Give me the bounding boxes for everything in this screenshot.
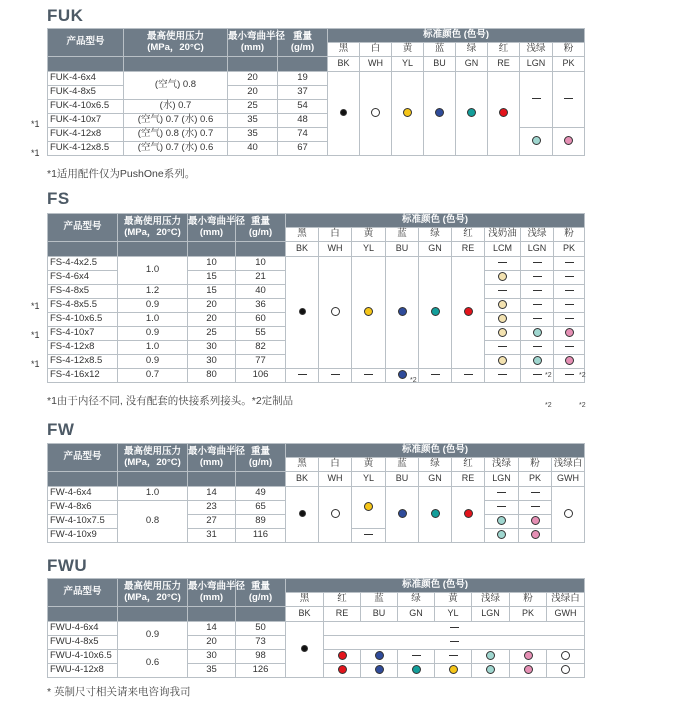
cream-swatch-icon	[498, 314, 507, 323]
fw-ccode: RE	[452, 472, 485, 487]
fs-h-model: 产品型号	[48, 214, 118, 242]
green-swatch-icon	[412, 665, 421, 674]
fuk-cname: 黄	[392, 43, 424, 57]
radius-cell: 20	[188, 313, 236, 327]
model-cell: FW-4-10x7.5	[48, 515, 118, 529]
fuk-table	[47, 28, 585, 156]
weight-cell: 89	[236, 515, 286, 529]
unavailable-dash-icon	[497, 506, 506, 507]
fw-cname: 蓝	[386, 458, 419, 472]
unavailable-dash-icon	[450, 627, 459, 628]
model-cell: FUK-4-10x6.5	[48, 100, 124, 114]
table-row	[48, 72, 585, 86]
fs-ccode: LCM	[485, 242, 521, 257]
radius-cell: 15	[188, 285, 236, 299]
weight-cell: 106	[236, 369, 286, 383]
fw-cname: 浅绿白	[552, 458, 585, 472]
red-swatch-icon	[464, 509, 473, 518]
weight-cell: 40	[236, 285, 286, 299]
fw-ccode: WH	[319, 472, 352, 487]
model-cell: FS-4-10x6.5	[48, 313, 118, 327]
unavailable-dash-icon	[298, 374, 307, 375]
cream-swatch-icon	[498, 272, 507, 281]
yellow-swatch-icon	[403, 108, 412, 117]
blue-swatch-icon	[398, 509, 407, 518]
fuk-cname: 绿	[456, 43, 488, 57]
pressure-cell: 0.8	[118, 501, 188, 543]
unavailable-dash-icon	[498, 346, 507, 347]
fwu-ccode: PK	[510, 607, 547, 622]
pressure-cell: 0.9	[118, 299, 188, 313]
model-cell: FWU-4-12x8	[48, 664, 118, 678]
unavailable-dash-icon	[565, 374, 574, 375]
model-cell: FS-4-6x4	[48, 271, 118, 285]
white-swatch-icon	[331, 307, 340, 316]
blue-swatch-icon	[398, 307, 407, 316]
weight-cell: 37	[278, 86, 328, 100]
light-green-white-swatch-icon	[561, 665, 570, 674]
fwu-cname: 粉	[510, 593, 547, 607]
fuk-ccode: PK	[553, 57, 585, 72]
fw-cname: 黑	[286, 458, 319, 472]
fuk-h-colors: 标准颜色 (色号)	[328, 29, 585, 43]
model-cell: FS-4-8x5	[48, 285, 118, 299]
weight-cell: 74	[278, 128, 328, 142]
model-cell: FS-4-16x12	[48, 369, 118, 383]
weight-cell: 19	[278, 72, 328, 86]
weight-cell: 21	[236, 271, 286, 285]
light-green-swatch-icon	[497, 516, 506, 525]
radius-cell: 20	[228, 86, 278, 100]
fs-ccode: PK	[554, 242, 585, 257]
unavailable-dash-icon	[498, 262, 507, 263]
light-green-swatch-icon	[532, 136, 541, 145]
model-cell: FUK-4-12x8.5	[48, 142, 124, 156]
light-green-swatch-icon	[533, 328, 542, 337]
fuk-h-radius: 最小弯曲半径 (mm)	[228, 29, 278, 57]
unavailable-dash-icon	[498, 290, 507, 291]
fw-h-model: 产品型号	[48, 444, 118, 472]
fs-h-weight: 重量 (g/m)	[236, 214, 286, 242]
radius-cell: 30	[188, 650, 236, 664]
weight-cell: 55	[236, 327, 286, 341]
unavailable-dash-icon	[531, 492, 540, 493]
fw-cname: 红	[452, 458, 485, 472]
pink-swatch-icon	[524, 651, 533, 660]
fwu-cname: 浅绿白	[547, 593, 585, 607]
black-swatch-icon	[301, 645, 308, 652]
pressure-cell: 1.0	[118, 341, 188, 355]
model-cell: FS-4-10x7	[48, 327, 118, 341]
fw-h-colors: 标准颜色 (色号)	[286, 444, 585, 458]
red-swatch-icon	[338, 651, 347, 660]
light-green-swatch-icon	[486, 651, 495, 660]
model-cell: FUK-4-6x4	[48, 72, 124, 86]
pink-swatch-icon	[564, 136, 573, 145]
white-swatch-icon	[331, 509, 340, 518]
green-swatch-icon	[431, 307, 440, 316]
yellow-swatch-icon	[364, 307, 373, 316]
unavailable-dash-icon	[533, 304, 542, 305]
fwu-cname: 黑	[286, 593, 324, 607]
model-cell: FS-4-4x2.5	[48, 257, 118, 271]
pink-swatch-icon	[565, 356, 574, 365]
black-swatch-icon	[340, 109, 347, 116]
unavailable-dash-icon	[450, 641, 459, 642]
model-cell: FS-4-12x8.5	[48, 355, 118, 369]
unavailable-dash-icon	[431, 374, 440, 375]
weight-cell: 82	[236, 341, 286, 355]
unavailable-dash-icon	[533, 318, 542, 319]
unavailable-dash-icon	[331, 374, 340, 375]
unavailable-dash-icon	[532, 98, 541, 99]
white-swatch-icon	[371, 108, 380, 117]
fs-title: FS	[47, 189, 70, 208]
custom-mark: *2	[579, 372, 586, 379]
radius-cell: 14	[188, 622, 236, 636]
fw-ccode: GWH	[552, 472, 585, 487]
pressure-cell: (空气) 0.7 (水) 0.6	[124, 142, 228, 156]
model-cell: FWU-4-8x5	[48, 636, 118, 650]
fwu-ccode: YL	[435, 607, 472, 622]
fs-cname: 黑	[286, 228, 319, 242]
green-swatch-icon	[431, 509, 440, 518]
radius-cell: 20	[188, 299, 236, 313]
fwu-h-radius: 最小弯曲半径 (mm)	[188, 579, 236, 607]
fuk-h-model: 产品型号	[48, 29, 124, 57]
fuk-cname: 蓝	[424, 43, 456, 57]
pressure-cell: 1.0	[118, 257, 188, 285]
unavailable-dash-icon	[565, 262, 574, 263]
fs-ccode: LGN	[521, 242, 554, 257]
pressure-cell: (水) 0.7	[124, 100, 228, 114]
fwu-ccode: GWH	[547, 607, 585, 622]
unavailable-dash-icon	[533, 346, 542, 347]
fw-ccode: BK	[286, 472, 319, 487]
weight-cell: 73	[236, 636, 286, 650]
fuk-cname: 黑	[328, 43, 360, 57]
model-cell: FUK-4-12x8	[48, 128, 124, 142]
fuk-h-weight: 重量 (g/m)	[278, 29, 328, 57]
unavailable-dash-icon	[464, 374, 473, 375]
fwu-h-model: 产品型号	[48, 579, 118, 607]
custom-mark: *2	[579, 402, 586, 409]
fw-title: FW	[47, 420, 75, 439]
fuk-cname: 白	[360, 43, 392, 57]
fw-cname: 粉	[519, 458, 552, 472]
weight-cell: 116	[236, 529, 286, 543]
fw-ccode: GN	[419, 472, 452, 487]
unavailable-dash-icon	[412, 655, 421, 656]
pink-swatch-icon	[531, 530, 540, 539]
yellow-swatch-icon	[364, 502, 373, 511]
unavailable-dash-icon	[531, 506, 540, 507]
fuk-ccode: BK	[328, 57, 360, 72]
radius-cell: 25	[228, 100, 278, 114]
fwu-title: FWU	[47, 556, 88, 575]
light-green-swatch-icon	[486, 665, 495, 674]
fwu-ccode: BU	[361, 607, 398, 622]
fwu-h-weight: 重量 (g/m)	[236, 579, 286, 607]
blue-swatch-icon	[375, 665, 384, 674]
fwu-cname: 绿	[398, 593, 435, 607]
pressure-cell: 0.6	[118, 650, 188, 678]
fuk-ccode: GN	[456, 57, 488, 72]
fs-cname: 浅绿	[521, 228, 554, 242]
model-cell: FS-4-12x8	[48, 341, 118, 355]
fwu-table	[47, 578, 585, 678]
pressure-cell: (空气) 0.8 (水) 0.7	[124, 128, 228, 142]
red-swatch-icon	[338, 665, 347, 674]
fuk-ccode: WH	[360, 57, 392, 72]
fw-table	[47, 443, 585, 543]
cream-swatch-icon	[498, 328, 507, 337]
light-green-white-swatch-icon	[561, 651, 570, 660]
custom-mark: *2	[410, 377, 417, 384]
pressure-cell: 1.0	[118, 313, 188, 327]
radius-cell: 14	[188, 487, 236, 501]
weight-cell: 48	[278, 114, 328, 128]
pink-swatch-icon	[531, 516, 540, 525]
fwu-note: * 英制尺寸相关请来电咨询我司	[47, 686, 191, 698]
custom-mark: *2	[545, 372, 552, 379]
radius-cell: 40	[228, 142, 278, 156]
weight-cell: 60	[236, 313, 286, 327]
radius-cell: 80	[188, 369, 236, 383]
fs-h-pressure: 最高使用压力 (MPa，20°C)	[118, 214, 188, 242]
pressure-cell: 1.0	[118, 487, 188, 501]
model-cell: FS-4-8x5.5	[48, 299, 118, 313]
unavailable-dash-icon	[498, 374, 507, 375]
light-green-white-swatch-icon	[564, 509, 573, 518]
radius-cell: 25	[188, 327, 236, 341]
fw-cname: 绿	[419, 458, 452, 472]
light-green-swatch-icon	[533, 356, 542, 365]
pressure-cell: 0.7	[118, 369, 188, 383]
unavailable-dash-icon	[565, 346, 574, 347]
fwu-h-colors: 标准颜色 (色号)	[286, 579, 585, 593]
fwu-ccode: RE	[324, 607, 361, 622]
fw-h-radius: 最小弯曲半径 (mm)	[188, 444, 236, 472]
model-cell: FUK-4-8x5	[48, 86, 124, 100]
radius-cell: 27	[188, 515, 236, 529]
table-row	[48, 622, 585, 636]
unavailable-dash-icon	[449, 655, 458, 656]
footnote-mark: *1	[31, 119, 40, 129]
footnote-mark: *1	[31, 301, 40, 311]
unavailable-dash-icon	[565, 304, 574, 305]
weight-cell: 36	[236, 299, 286, 313]
cream-swatch-icon	[498, 356, 507, 365]
model-cell: FWU-4-6x4	[48, 622, 118, 636]
fs-note: *1由于内径不同, 没有配套的快接系列接头。*2定制品	[47, 395, 294, 407]
fs-ccode: RE	[452, 242, 485, 257]
fwu-cname: 浅绿	[472, 593, 510, 607]
model-cell: FW-4-6x4	[48, 487, 118, 501]
cream-swatch-icon	[498, 300, 507, 309]
weight-cell: 77	[236, 355, 286, 369]
model-cell: FW-4-10x9	[48, 529, 118, 543]
pressure-cell: 0.9	[118, 327, 188, 341]
fuk-note: *1适用配件仅为PushOne系列。	[47, 168, 196, 180]
weight-cell: 50	[236, 622, 286, 636]
unavailable-dash-icon	[565, 276, 574, 277]
pressure-cell: (空气) 0.8	[124, 72, 228, 100]
weight-cell: 49	[236, 487, 286, 501]
fw-ccode: LGN	[485, 472, 519, 487]
radius-cell: 15	[188, 271, 236, 285]
model-cell: FW-4-8x6	[48, 501, 118, 515]
table-row	[48, 487, 585, 501]
radius-cell: 20	[228, 72, 278, 86]
table-row	[48, 257, 585, 271]
fw-ccode: BU	[386, 472, 419, 487]
unavailable-dash-icon	[565, 290, 574, 291]
pressure-cell: 0.9	[118, 622, 188, 650]
radius-cell: 10	[188, 257, 236, 271]
radius-cell: 30	[188, 355, 236, 369]
fwu-h-pressure: 最高使用压力 (MPa，20°C)	[118, 579, 188, 607]
fw-h-weight: 重量 (g/m)	[236, 444, 286, 472]
footnote-mark: *1	[31, 330, 40, 340]
blue-swatch-icon	[398, 370, 407, 379]
footnote-mark: *1	[31, 359, 40, 369]
fwu-ccode: GN	[398, 607, 435, 622]
fs-cname: 黄	[352, 228, 386, 242]
weight-cell: 126	[236, 664, 286, 678]
weight-cell: 54	[278, 100, 328, 114]
unavailable-dash-icon	[364, 374, 373, 375]
custom-mark: *2	[545, 402, 552, 409]
pressure-cell: (空气) 0.7 (水) 0.6	[124, 114, 228, 128]
fuk-h-pressure: 最高使用压力 (MPa，20°C)	[124, 29, 228, 57]
unavailable-dash-icon	[565, 318, 574, 319]
fuk-title: FUK	[47, 6, 84, 25]
pink-swatch-icon	[565, 328, 574, 337]
model-cell: FUK-4-10x7	[48, 114, 124, 128]
unavailable-dash-icon	[564, 98, 573, 99]
red-swatch-icon	[499, 108, 508, 117]
fw-cname: 白	[319, 458, 352, 472]
yellow-swatch-icon	[449, 665, 458, 674]
fs-cname: 白	[319, 228, 352, 242]
pressure-cell: 1.2	[118, 285, 188, 299]
fuk-cname: 红	[488, 43, 520, 57]
weight-cell: 67	[278, 142, 328, 156]
fs-cname: 绿	[419, 228, 452, 242]
weight-cell: 98	[236, 650, 286, 664]
radius-cell: 35	[228, 114, 278, 128]
fwu-cname: 蓝	[361, 593, 398, 607]
blue-swatch-icon	[435, 108, 444, 117]
radius-cell: 31	[188, 529, 236, 543]
pink-swatch-icon	[524, 665, 533, 674]
fuk-ccode: BU	[424, 57, 456, 72]
radius-cell: 35	[188, 664, 236, 678]
fwu-ccode: LGN	[472, 607, 510, 622]
unavailable-dash-icon	[533, 262, 542, 263]
black-swatch-icon	[299, 308, 306, 315]
fw-cname: 黄	[352, 458, 386, 472]
fw-ccode: PK	[519, 472, 552, 487]
fuk-ccode: YL	[392, 57, 424, 72]
fs-ccode: WH	[319, 242, 352, 257]
fuk-color-code-row	[48, 57, 585, 72]
fw-h-pressure: 最高使用压力 (MPa，20°C)	[118, 444, 188, 472]
green-swatch-icon	[467, 108, 476, 117]
unavailable-dash-icon	[533, 276, 542, 277]
fs-cname: 红	[452, 228, 485, 242]
unavailable-dash-icon	[364, 534, 373, 535]
fuk-ccode: RE	[488, 57, 520, 72]
black-swatch-icon	[299, 510, 306, 517]
fs-table	[47, 213, 585, 383]
weight-cell: 65	[236, 501, 286, 515]
table-row	[48, 369, 585, 383]
red-swatch-icon	[464, 307, 473, 316]
pressure-cell: 0.9	[118, 355, 188, 369]
unavailable-dash-icon	[533, 374, 542, 375]
fw-cname: 浅绿	[485, 458, 519, 472]
fs-ccode: BK	[286, 242, 319, 257]
fs-cname: 蓝	[386, 228, 419, 242]
fw-ccode: YL	[352, 472, 386, 487]
radius-cell: 23	[188, 501, 236, 515]
fwu-cname: 黄	[435, 593, 472, 607]
light-green-swatch-icon	[497, 530, 506, 539]
footnote-mark: *1	[31, 148, 40, 158]
radius-cell: 35	[228, 128, 278, 142]
fs-ccode: GN	[419, 242, 452, 257]
fs-h-colors: 标准颜色 (色号)	[286, 214, 585, 228]
fs-cname: 浅奶油	[485, 228, 521, 242]
fuk-cname: 粉	[553, 43, 585, 57]
radius-cell: 30	[188, 341, 236, 355]
model-cell: FWU-4-10x6.5	[48, 650, 118, 664]
radius-cell: 20	[188, 636, 236, 650]
unavailable-dash-icon	[497, 492, 506, 493]
fuk-cname: 浅绿	[520, 43, 553, 57]
fs-ccode: YL	[352, 242, 386, 257]
fwu-ccode: BK	[286, 607, 324, 622]
blue-swatch-icon	[375, 651, 384, 660]
fs-h-radius: 最小弯曲半径 (mm)	[188, 214, 236, 242]
fuk-ccode: LGN	[520, 57, 553, 72]
fwu-cname: 红	[324, 593, 361, 607]
fs-ccode: BU	[386, 242, 419, 257]
unavailable-dash-icon	[533, 290, 542, 291]
weight-cell: 10	[236, 257, 286, 271]
fs-cname: 粉	[554, 228, 585, 242]
